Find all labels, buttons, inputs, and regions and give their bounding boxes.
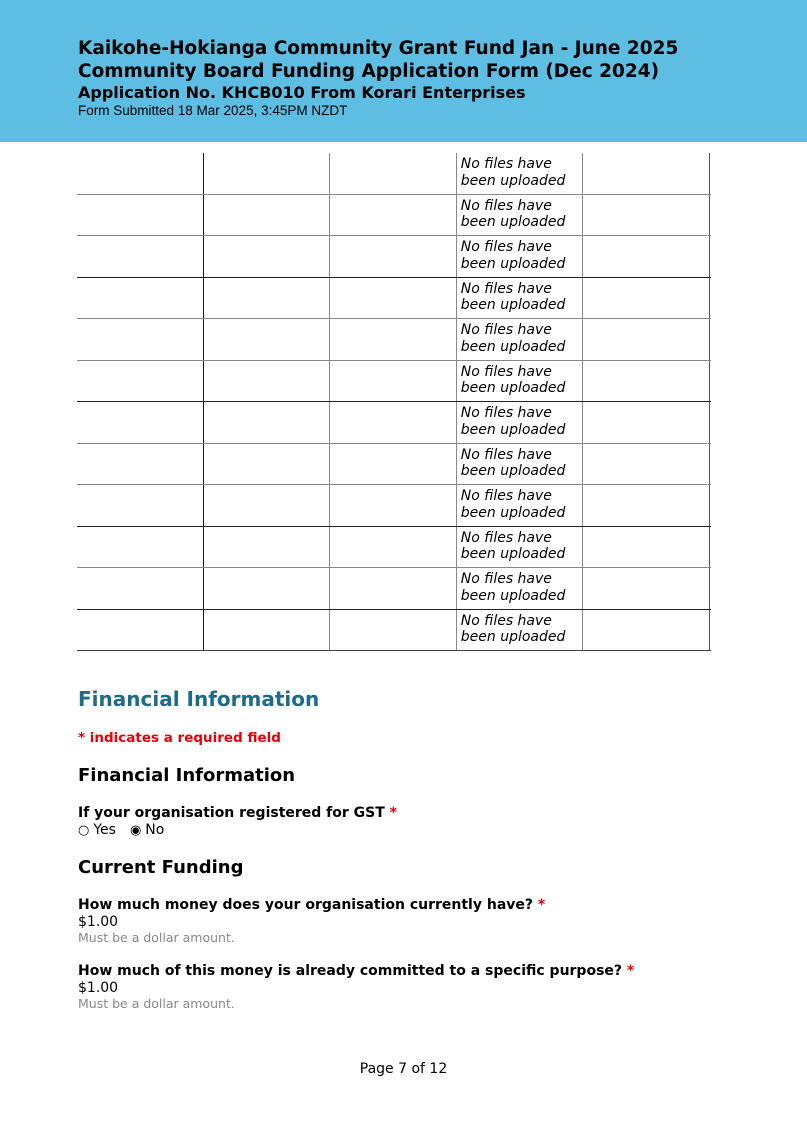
- gst-question: [78, 805, 397, 821]
- table-cell: [330, 236, 457, 277]
- files-cell: No files have been uploaded: [457, 444, 584, 485]
- files-cell: No files have been uploaded: [457, 153, 584, 194]
- table-cell: [583, 319, 710, 360]
- table-cell: [330, 444, 457, 485]
- committed-money-value: $1.00: [78, 980, 119, 996]
- current-money-question: [78, 897, 545, 913]
- table-row: [77, 568, 711, 610]
- gst-radio-no[interactable]: [130, 822, 164, 838]
- table-cell: [204, 195, 331, 236]
- header-title-line1: Kaikohe-Hokianga Community Grant Fund Jan - June 2025: [78, 38, 679, 59]
- table-cell: [77, 195, 204, 236]
- table-cell: [330, 278, 457, 319]
- files-cell: No files have been uploaded: [457, 568, 584, 609]
- table-cell: [330, 402, 457, 443]
- table-cell: [77, 278, 204, 319]
- table-cell: [204, 153, 331, 194]
- current-money-label: How much money does your organisation currently have?: [78, 897, 534, 913]
- table-cell: [77, 610, 204, 651]
- table-cell: [330, 361, 457, 402]
- gst-question-label: If your organisation registered for GST: [78, 805, 385, 821]
- table-row: [77, 485, 711, 527]
- section-title: Financial Information: [78, 687, 320, 711]
- uploads-table: [77, 153, 711, 651]
- table-cell: [77, 319, 204, 360]
- table-cell: [330, 485, 457, 526]
- required-star: *: [537, 897, 546, 913]
- table-row: [77, 610, 711, 652]
- table-cell: [583, 195, 710, 236]
- files-cell: No files have been uploaded: [457, 319, 584, 360]
- current-funding-heading: Current Funding: [78, 857, 244, 878]
- gst-radio-yes[interactable]: [78, 822, 116, 838]
- files-cell: No files have been uploaded: [457, 278, 584, 319]
- table-row: [77, 236, 711, 278]
- header-title-line2: Community Board Funding Application Form (Dec 2024): [78, 61, 660, 82]
- financial-information-heading: Financial Information: [78, 765, 296, 786]
- committed-money-hint: Must be a dollar amount.: [78, 996, 235, 1011]
- files-cell: No files have been uploaded: [457, 236, 584, 277]
- gst-radio-group: [78, 822, 164, 838]
- table-row: [77, 361, 711, 403]
- table-cell: [583, 402, 710, 443]
- committed-money-label: How much of this money is already committed to a specific purpose?: [78, 963, 623, 979]
- files-cell: No files have been uploaded: [457, 610, 584, 651]
- table-cell: [204, 527, 331, 568]
- table-cell: [204, 236, 331, 277]
- table-cell: [204, 568, 331, 609]
- table-cell: [330, 319, 457, 360]
- table-cell: [204, 444, 331, 485]
- table-cell: [77, 444, 204, 485]
- table-cell: [583, 568, 710, 609]
- current-money-hint: Must be a dollar amount.: [78, 930, 235, 945]
- table-cell: [583, 236, 710, 277]
- table-cell: [583, 361, 710, 402]
- table-cell: [77, 527, 204, 568]
- current-money-value: $1.00: [78, 914, 119, 930]
- files-cell: No files have been uploaded: [457, 361, 584, 402]
- files-cell: No files have been uploaded: [457, 485, 584, 526]
- table-row: [77, 402, 711, 444]
- table-cell: [330, 527, 457, 568]
- table-cell: [330, 568, 457, 609]
- table-cell: [77, 485, 204, 526]
- table-cell: [583, 153, 710, 194]
- files-cell: No files have been uploaded: [457, 527, 584, 568]
- table-cell: [77, 153, 204, 194]
- table-cell: [583, 278, 710, 319]
- table-row: [77, 195, 711, 237]
- table-cell: [204, 610, 331, 651]
- table-row: [77, 527, 711, 569]
- radio-checked-icon: ◉: [129, 822, 142, 838]
- required-field-note: * indicates a required field: [78, 730, 281, 746]
- table-row: [77, 153, 711, 195]
- table-cell: [204, 319, 331, 360]
- table-cell: [583, 610, 710, 651]
- committed-money-question: [78, 963, 634, 979]
- application-number: Application No. KHCB010 From Korari Enterprises: [78, 83, 526, 102]
- form-header: [0, 0, 807, 142]
- table-cell: [204, 402, 331, 443]
- radio-label: No: [145, 822, 165, 838]
- table-cell: [583, 527, 710, 568]
- table-cell: [77, 236, 204, 277]
- table-row: [77, 278, 711, 320]
- table-cell: [330, 153, 457, 194]
- table-cell: [330, 195, 457, 236]
- page-number: Page 7 of 12: [359, 1061, 448, 1077]
- required-star: *: [626, 963, 635, 979]
- radio-label: Yes: [93, 822, 116, 838]
- files-cell: No files have been uploaded: [457, 195, 584, 236]
- submission-timestamp: Form Submitted 18 Mar 2025, 3:45PM NZDT: [78, 103, 348, 118]
- files-cell: No files have been uploaded: [457, 402, 584, 443]
- required-star: *: [389, 805, 397, 821]
- table-row: [77, 319, 711, 361]
- table-cell: [204, 278, 331, 319]
- table-cell: [330, 610, 457, 651]
- table-cell: [77, 402, 204, 443]
- table-cell: [77, 361, 204, 402]
- table-row: [77, 444, 711, 486]
- table-cell: [77, 568, 204, 609]
- table-cell: [583, 444, 710, 485]
- table-cell: [583, 485, 710, 526]
- table-cell: [204, 485, 331, 526]
- table-cell: [204, 361, 331, 402]
- radio-unchecked-icon: ○: [78, 822, 90, 838]
